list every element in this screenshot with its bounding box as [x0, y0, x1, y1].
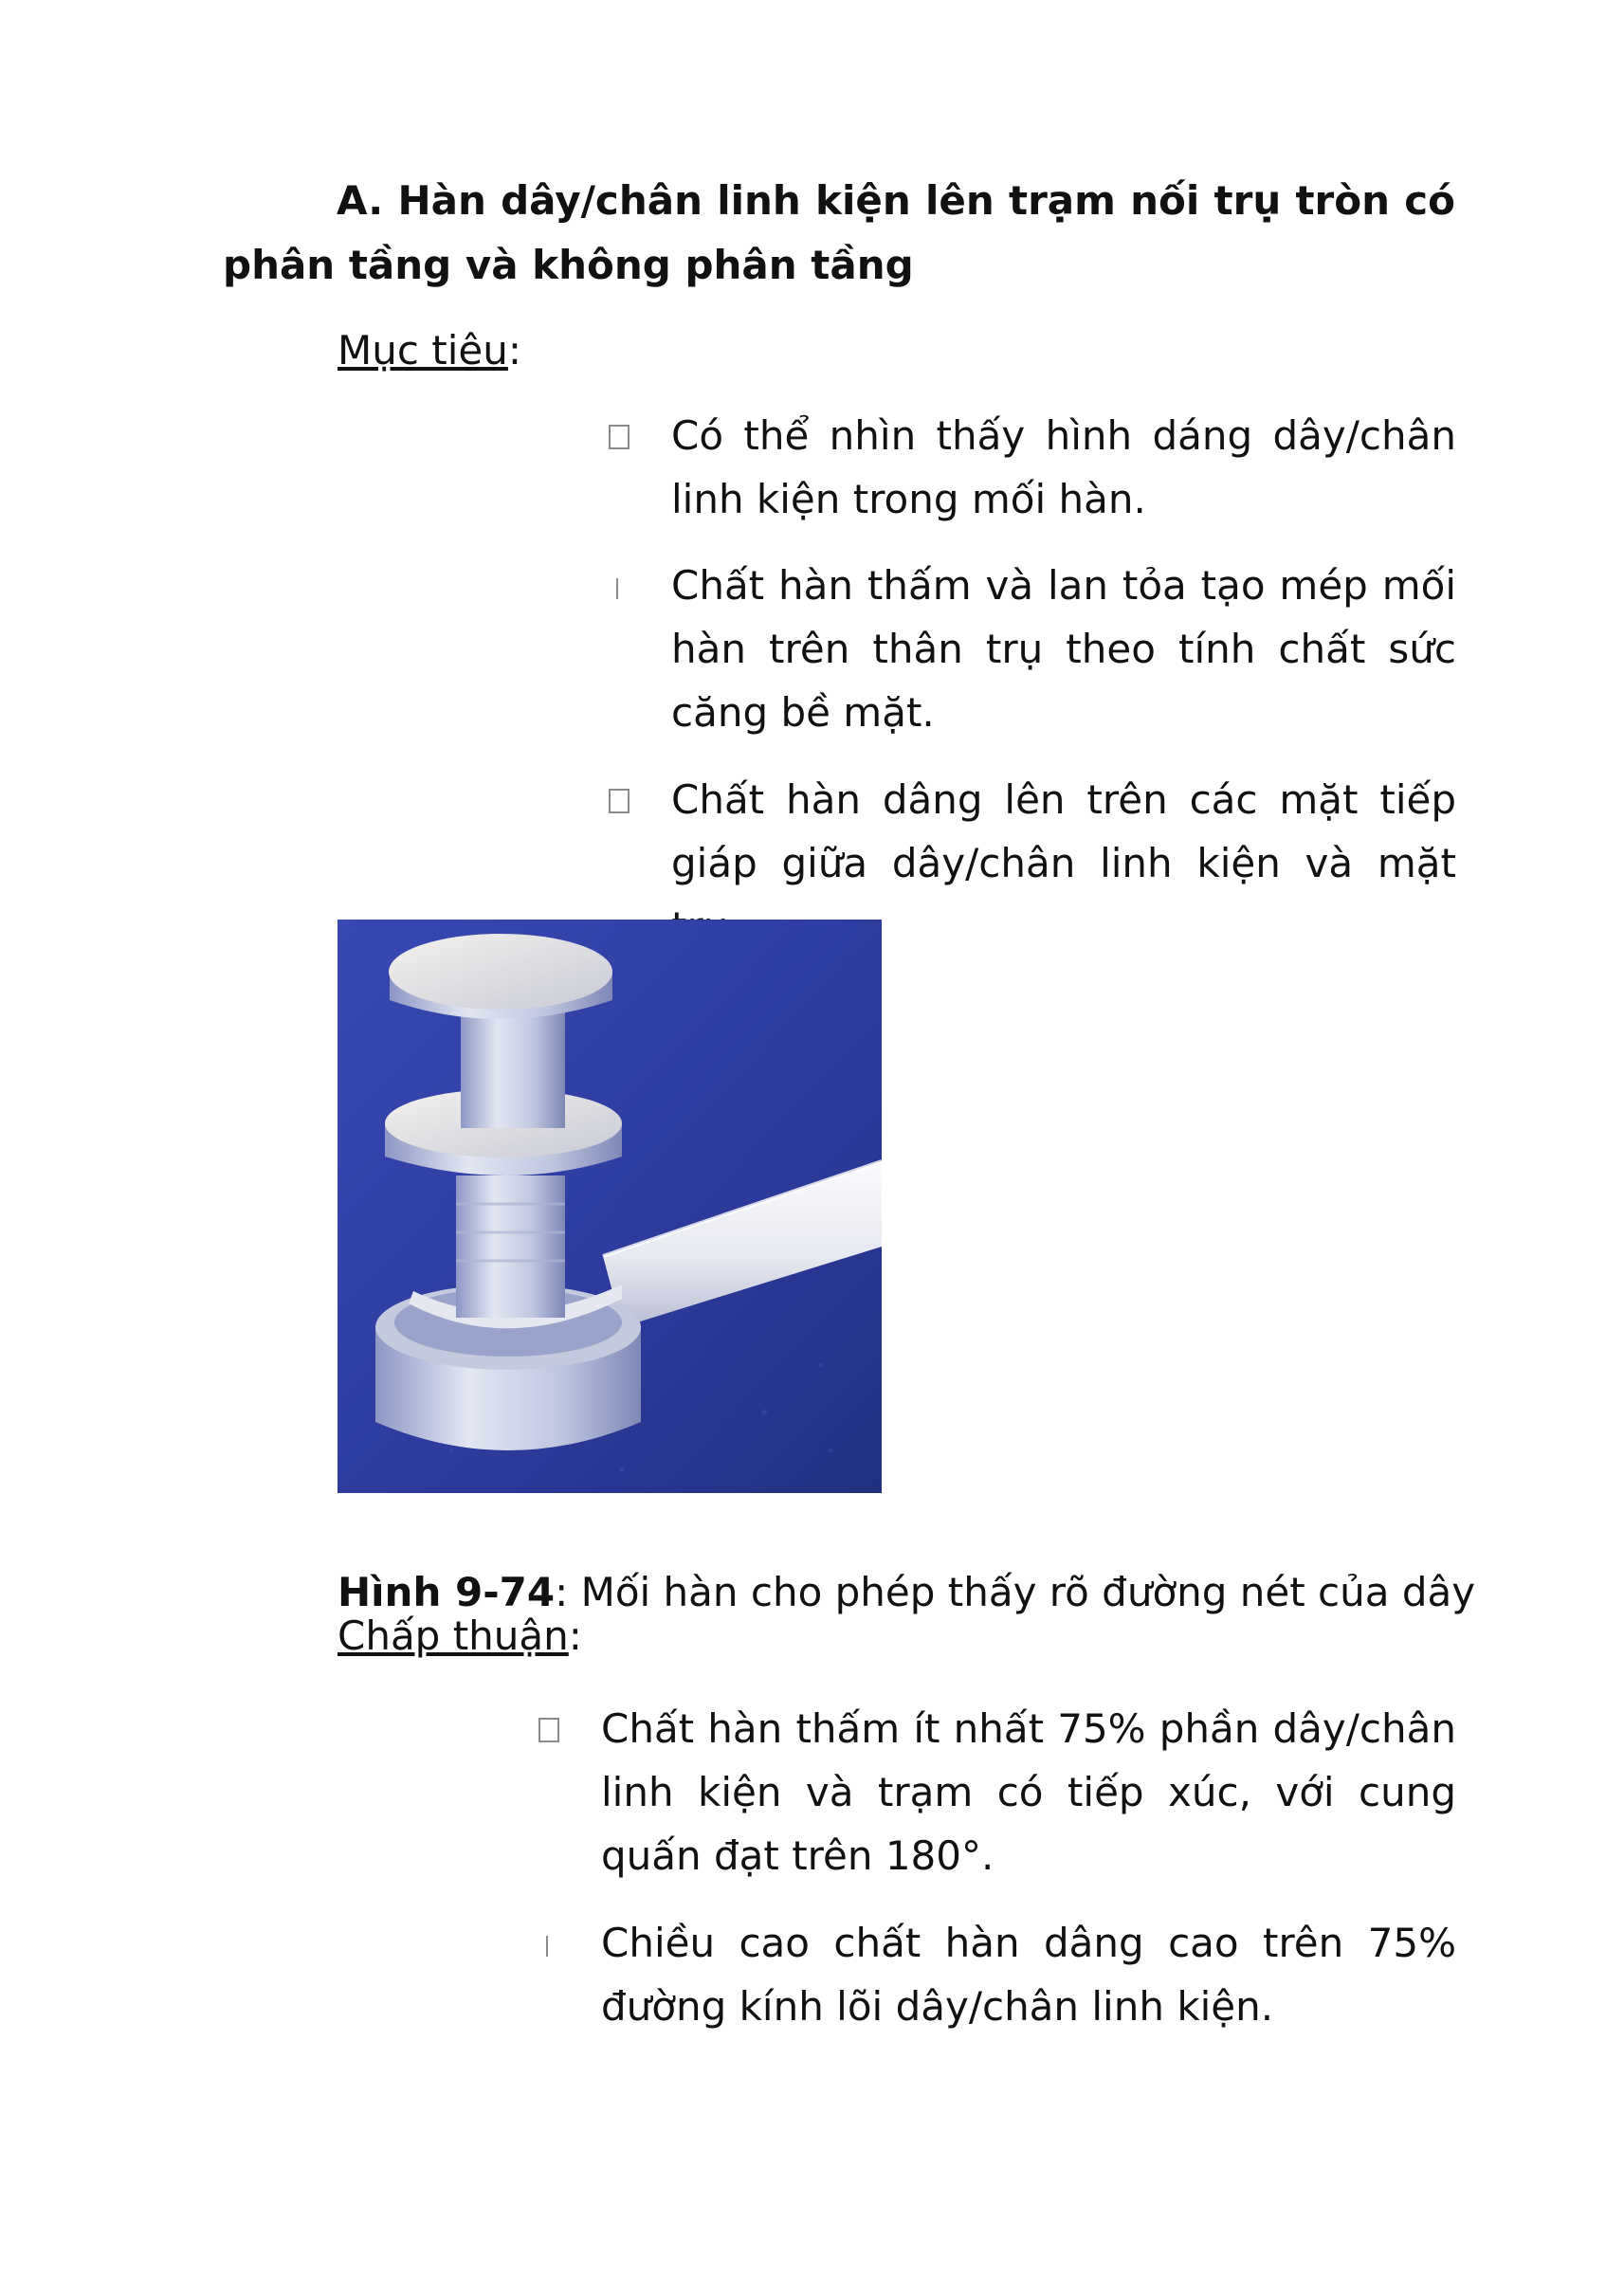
goal-item-2-text: Chất hàn thấm và lan tỏa tạo mép mối hàn trên thân trụ theo tính chất sức căng bề mặt.	[671, 562, 1456, 736]
accept-item-2	[601, 1911, 1456, 2038]
goals-label-line	[338, 326, 521, 375]
goal-item-3-text: Chất hàn dâng lên trên các mặt tiếp giáp giữa dây/chân linh kiện và mặt	[671, 776, 1456, 886]
goal-item-1	[671, 404, 1456, 531]
section-heading: A. Hàn dây/chân linh kiện lên trạm nối trụ tròn có phân tầng và không phân tầng	[223, 177, 1455, 288]
accept-item-1-text: Chất hàn thấm ít nhất 75% phần dây/chân linh kiện và trạm có tiếp xúc, với cung quấn đạt trên 180°.	[601, 1705, 1456, 1879]
figure-caption-label: Hình 9-74	[338, 1569, 556, 1615]
goal-item-1-text: Có thể nhìn thấy hình dáng dây/chân linh kiện trong mối hàn.	[671, 412, 1456, 522]
accept-item-1	[601, 1697, 1456, 1887]
figure-caption	[338, 1568, 1475, 1617]
figure-caption-text: : Mối hàn cho phép thấy rõ đường nét của dây	[555, 1569, 1476, 1615]
accept-label: Chấp thuận	[338, 1613, 569, 1659]
accept-item-2-text: Chiều cao chất hàn dâng cao trên 75% đường kính lõi dây/chân linh kiện.	[601, 1920, 1456, 2030]
goal-item-2	[671, 554, 1456, 744]
solder-terminal-photo	[338, 920, 882, 1493]
goals-colon: :	[507, 327, 522, 374]
goals-label: Mục tiêu	[338, 327, 508, 374]
accept-label-line	[338, 1612, 582, 1661]
accept-colon: :	[568, 1613, 582, 1659]
